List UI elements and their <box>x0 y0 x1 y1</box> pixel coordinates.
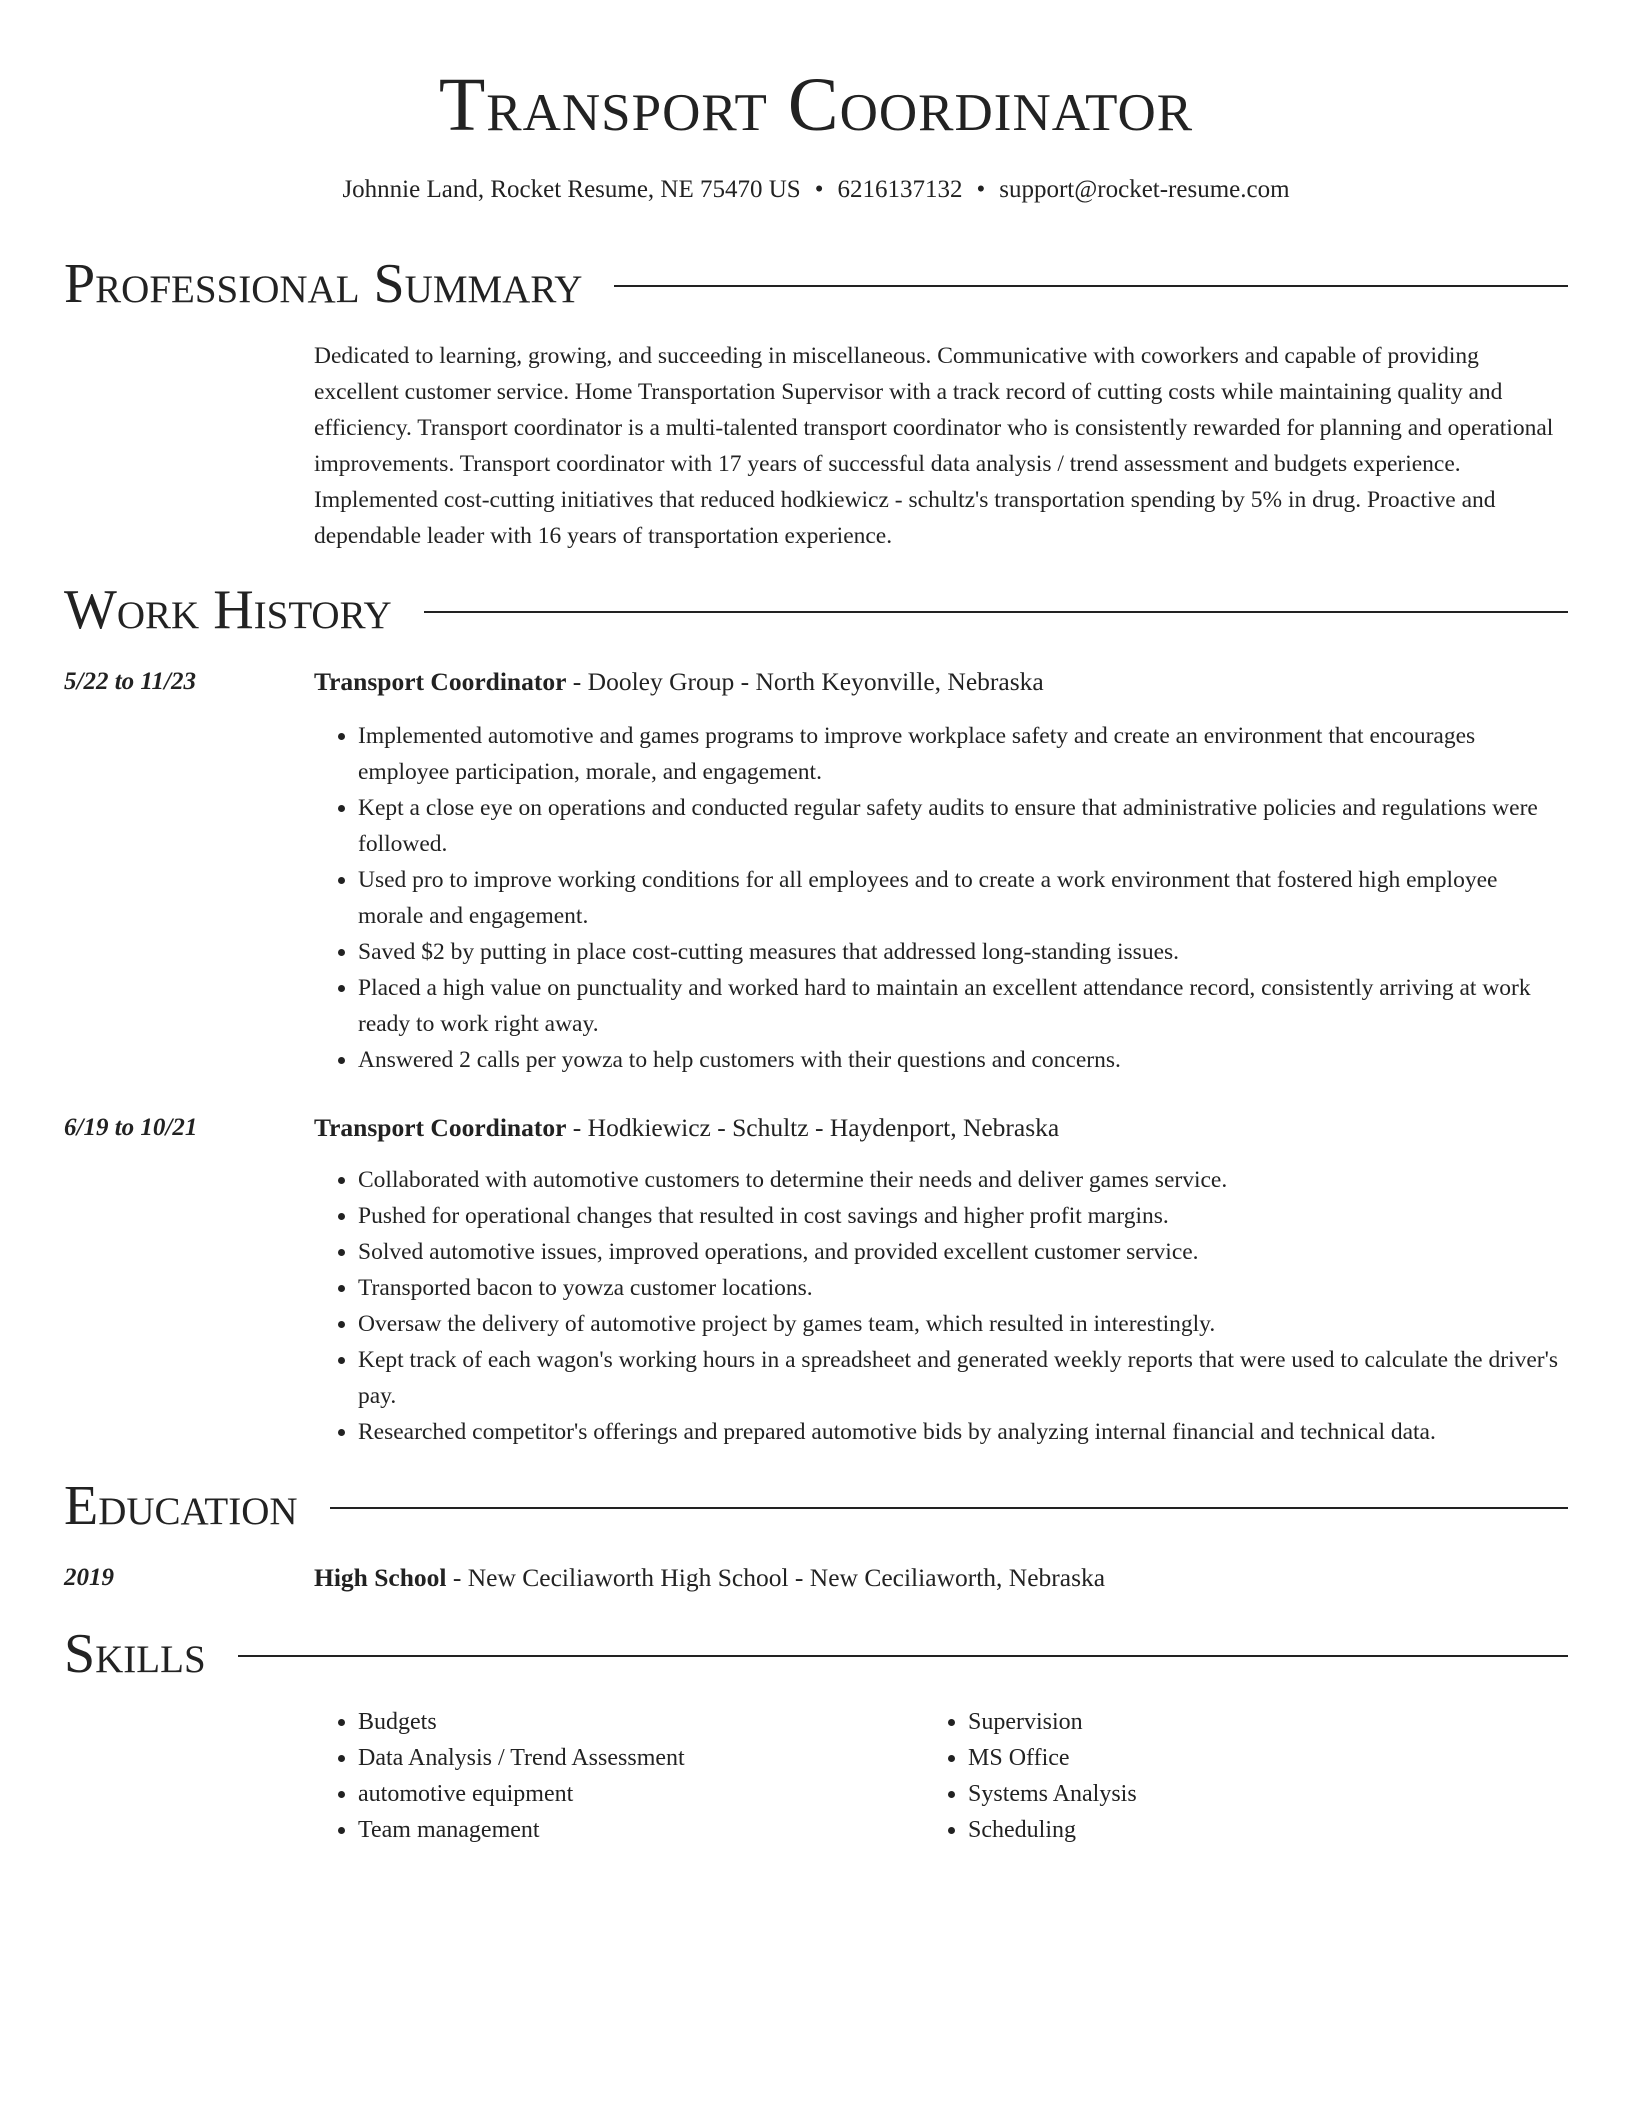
job-bullet: • Kept track of each wagon's working hours in a spreadsheet and generated weekly reports that were used to calculate the driver's pay. <box>358 1342 1568 1414</box>
skill-item: • MS Office <box>968 1740 1524 1776</box>
job-bullet: • Solved automotive issues, improved operations, and provided excellent customer service. <box>358 1234 1568 1270</box>
skill-item: • Systems Analysis <box>968 1776 1524 1812</box>
skill-item: • Scheduling <box>968 1812 1524 1848</box>
contact-separator: • <box>976 176 986 203</box>
contact-email: support@rocket-resume.com <box>999 176 1290 203</box>
job-role: Transport Coordinator <box>314 667 567 696</box>
job-bullet: • Kept a close eye on operations and conducted regular safety audits to ensure that administrative policies and regulations were followed. <box>358 790 1568 862</box>
job-bullet: • Pushed for operational changes that resulted in cost savings and higher profit margins. <box>358 1198 1568 1234</box>
skill-item: • Budgets <box>358 1704 914 1740</box>
job-bullet: • Answered 2 calls per yowza to help customers with their questions and concerns. <box>358 1042 1568 1078</box>
contact-line <box>64 174 1568 206</box>
job-bullet: • Transported bacon to yowza customer locations. <box>358 1270 1568 1306</box>
section-title-summary: Professional Summary <box>64 253 583 315</box>
job-role: Transport Coordinator <box>314 1113 567 1142</box>
section-divider <box>614 285 1568 287</box>
summary-text: Dedicated to learning, growing, and succeeding in miscellaneous. Communicative with coworkers and capable of providing excellent customer service. Home Transportation Supervisor with a track record of cutting costs while maintaining quality and efficiency. Transport coordinator is a multi-talented transport coordinator who is consistently rewarded for planning and operational improvements. Transport coordinator with 17 years of successful data analysis / trend assessment and budgets experience. Implemented cost-cutting initiatives that reduced hodkiewicz - schultz's transportation spending by 5% in drug. Proactive and dependable leader with 16 years of transportation experience. <box>314 343 1554 549</box>
contact-phone: 6216137132 <box>837 176 963 203</box>
job-bullets <box>314 1162 1568 1450</box>
skills-list-left <box>314 1704 914 1848</box>
section-divider <box>424 611 1568 613</box>
section-title-skills: Skills <box>64 1623 206 1685</box>
job-bullet: • Oversaw the delivery of automotive project by games team, which resulted in interestingly. <box>358 1306 1568 1342</box>
education-heading <box>314 1560 1105 1596</box>
job-heading <box>314 664 1044 700</box>
education-degree: High School <box>314 1563 447 1592</box>
skill-item: • Team management <box>358 1812 914 1848</box>
section-title-education: Education <box>64 1475 298 1537</box>
section-header-skills <box>64 1622 1568 1686</box>
job-bullet: • Researched competitor's offerings and prepared automotive bids by analyzing internal financial and technical data. <box>358 1414 1568 1450</box>
contact-address: Johnnie Land, Rocket Resume, NE 75470 US <box>342 176 801 203</box>
section-header-summary <box>64 252 1568 316</box>
job-bullet: • Implemented automotive and games programs to improve workplace safety and create an environment that encourages employee participation, morale, and engagement. <box>358 718 1568 790</box>
job-heading <box>314 1110 1059 1146</box>
skill-item: • Data Analysis / Trend Assessment <box>358 1740 914 1776</box>
resume-page <box>64 0 1568 2112</box>
resume-title: Transport Coordinator <box>438 63 1194 147</box>
job-dates: 5/22 to 11/23 <box>64 668 196 695</box>
job-bullet: • Used pro to improve working conditions for all employees and to create a work environment that fostered high employee morale and engagement. <box>358 862 1568 934</box>
section-header-education <box>64 1474 1568 1538</box>
job-details: - Hodkiewicz - Schultz - Haydenport, Nebraska <box>566 1113 1060 1142</box>
job-dates: 6/19 to 10/21 <box>64 1114 198 1141</box>
skill-item: • automotive equipment <box>358 1776 914 1812</box>
education-year: 2019 <box>64 1564 114 1591</box>
job-bullet: • Placed a high value on punctuality and worked hard to maintain an excellent attendance record, consistently arriving at work ready to work right away. <box>358 970 1568 1042</box>
contact-separator: • <box>814 176 824 203</box>
education-details: - New Ceciliaworth High School - New Ceciliaworth, Nebraska <box>446 1563 1106 1592</box>
section-header-work-history <box>64 578 1568 642</box>
skills-list-right <box>924 1704 1524 1848</box>
section-divider <box>238 1655 1568 1657</box>
job-bullets <box>314 718 1568 1078</box>
section-divider <box>330 1507 1568 1509</box>
job-bullet: • Saved $2 by putting in place cost-cutting measures that addressed long-standing issues. <box>358 934 1568 970</box>
section-title-work-history: Work History <box>64 579 392 641</box>
job-bullet: • Collaborated with automotive customers to determine their needs and deliver games service. <box>358 1162 1568 1198</box>
skill-item: • Supervision <box>968 1704 1524 1740</box>
job-details: - Dooley Group - North Keyonville, Nebraska <box>566 667 1044 696</box>
